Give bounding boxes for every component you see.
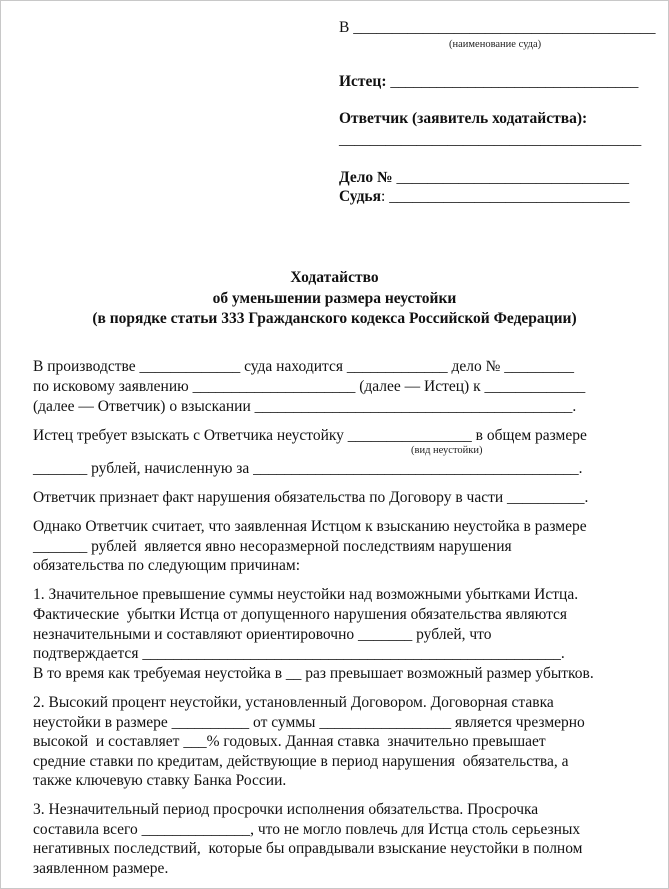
document-subtitle: об уменьшении размера неустойки — [212, 290, 457, 307]
defendant-blank: _______________________________________ — [339, 131, 642, 148]
body-line: негативных последствий, которые бы оправдывали взыскание неустойки в полном — [33, 840, 583, 857]
body-line: 2. Высокий процент неустойки, установленный Договором. Договорная ставка — [33, 694, 554, 711]
plaintiff-blank: ________________________________ — [386, 73, 639, 90]
defendant-label: Ответчик (заявитель ходатайства): — [339, 110, 588, 127]
court-note: (наименование суда) — [449, 39, 542, 50]
body-line: заявленном размере. — [33, 860, 169, 877]
body-line: (далее — Ответчик) о взыскании _________________________________________. — [33, 398, 577, 415]
document-title: Ходатайство — [290, 269, 379, 286]
body-line: Однако Ответчик считает, что заявленная Истцом к взысканию неустойка в размере — [33, 518, 587, 535]
body-line: _______ рублей является явно несоразмерной последствиям нарушения — [33, 538, 512, 555]
body-line: средние ставки по кредитам, действующие в период нарушения обязательства, а — [33, 753, 569, 770]
case-label: Дело № — [339, 169, 393, 186]
body-line: высокой и составляет ___% годовых. Данная ставка значительно превышает — [33, 733, 546, 750]
case-blank: ______________________________ — [392, 169, 630, 186]
body-line: Фактические убытки Истца от допущенного нарушения обязательства являются — [33, 606, 568, 623]
plaintiff-line — [339, 73, 638, 91]
body-line: В производстве _____________ суда находится _____________ дело № _________ — [33, 358, 575, 375]
body-line: составила всего ______________, что не могло повлечь для Истца столь серьезных — [33, 821, 581, 838]
document-subtitle-article: (в порядке статьи 333 Гражданского кодекса Российской Федерации) — [92, 310, 577, 327]
body-line: подтверждается ______________________________________________________. — [33, 645, 565, 662]
judge-line — [339, 188, 629, 206]
body-line: неустойки в размере __________ от суммы _________________ является чрезмерно — [33, 714, 585, 731]
case-line — [339, 169, 629, 187]
court-prefix: В — [339, 19, 354, 36]
body-line: также ключевую ставку Банка России. — [33, 772, 287, 789]
body-line: 1. Значительное превышение суммы неустойки над возможными убытками Истца. — [33, 586, 579, 603]
judge-blank: : _______________________________ — [381, 188, 630, 205]
court-line — [339, 19, 655, 37]
body-line: Ответчик признает факт нарушения обязательства по Договору в части __________. — [33, 489, 589, 506]
penalty-type-note: (вид неустойки) — [411, 445, 483, 456]
body-line: по исковому заявлению _____________________ (далее — Истец) к _____________ — [33, 378, 586, 395]
plaintiff-label: Истец: — [339, 73, 387, 90]
court-blank: _______________________________________ — [353, 19, 656, 36]
body-line: 3. Незначительный период просрочки исполнения обязательства. Просрочка — [33, 801, 539, 818]
body-line: незначительными и составляют ориентировочно _______ рублей, что — [33, 626, 492, 643]
body-line: обязательства по следующим причинам: — [33, 557, 301, 574]
body-line: _______ рублей, начисленную за __________________________________________. — [33, 460, 583, 477]
judge-label: Судья — [339, 188, 382, 205]
body-line: Истец требует взыскать с Ответчика неустойку ________________ в общем размере — [33, 427, 587, 444]
body-line: В то время как требуемая неустойка в __ раз превышает возможный размер убытков. — [33, 665, 594, 682]
